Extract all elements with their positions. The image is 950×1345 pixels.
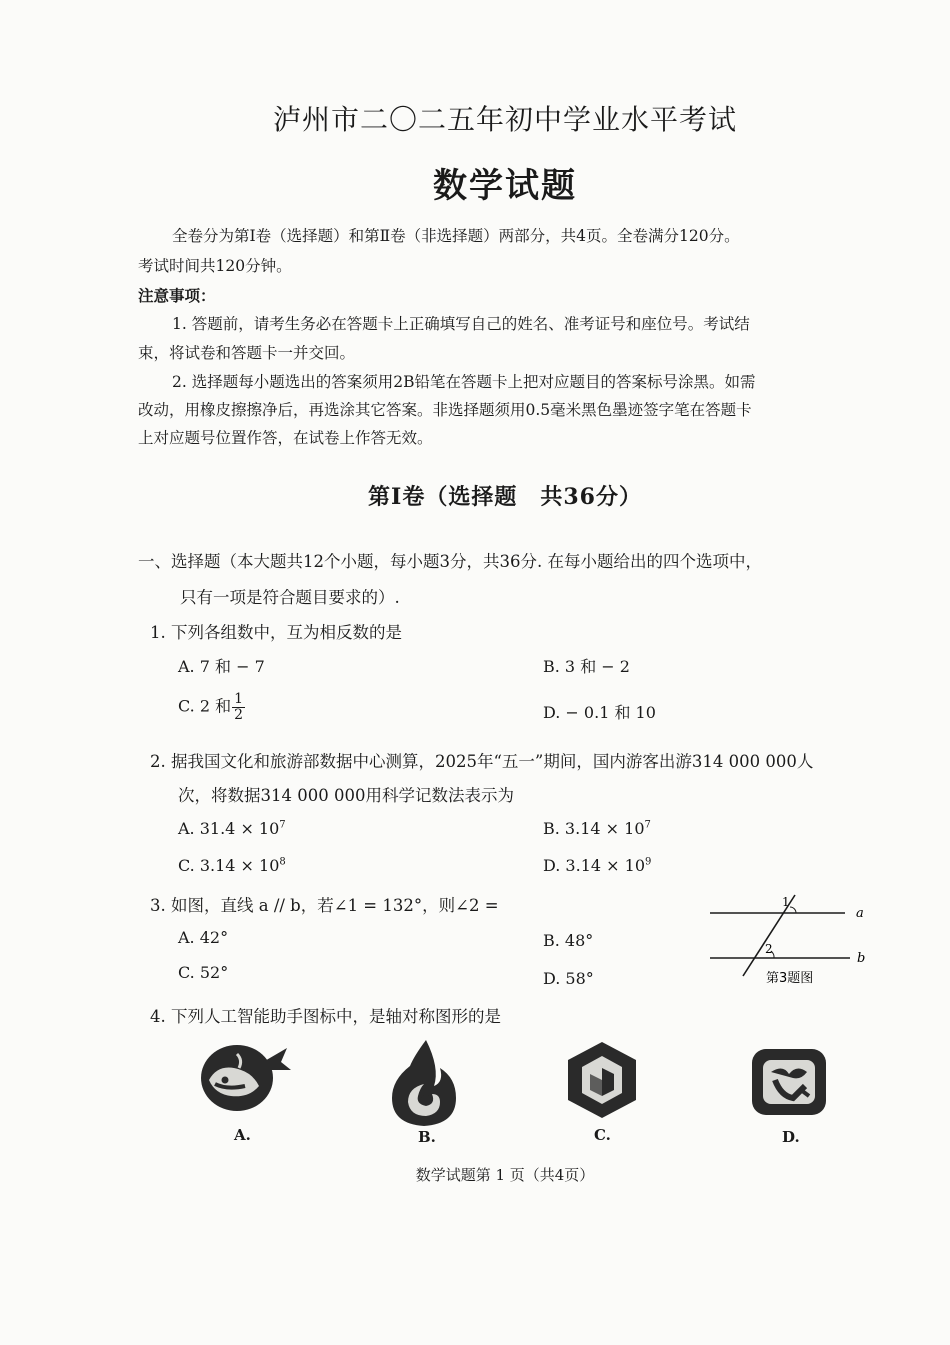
rounded-square-logo-icon bbox=[749, 1046, 829, 1118]
page-footer: 数学试题第 1 页（共4页） bbox=[415, 1166, 595, 1184]
q1-option-c bbox=[178, 692, 245, 722]
q1-stem: 1. 下列各组数中，互为相反数的是 bbox=[150, 623, 402, 642]
note-2-line-1: 2. 选择题每小题选出的答案须用2B铅笔在答题卡上把对应题目的答案标号涂黑。如需 bbox=[172, 373, 756, 391]
q3-parallel-lines-figure bbox=[700, 890, 880, 990]
figure-caption: 第3题图 bbox=[766, 971, 814, 986]
hexagon-cube-logo-icon bbox=[562, 1040, 642, 1120]
subject-title: 数学试题 bbox=[433, 166, 577, 206]
q2-option-d-exponent: 9 bbox=[645, 856, 652, 868]
q4-stem: 4. 下列人工智能助手图标中，是轴对称图形的是 bbox=[150, 1007, 501, 1026]
q1-option-c-fraction bbox=[232, 692, 245, 722]
exam-title: 泸州市二〇二五年初中学业水平考试 bbox=[272, 103, 737, 136]
q2-option-d-base: D. 3.14 × 10 bbox=[543, 856, 645, 875]
line-b-label: b bbox=[857, 951, 866, 966]
note-1-line-1: 1. 答题前，请考生务必在答题卡上正确填写自己的姓名、准考证号和座位号。考试结 bbox=[172, 315, 750, 333]
q1-option-c-prefix: C. 2 和 bbox=[178, 696, 232, 716]
q1-option-b: B. 3 和 − 2 bbox=[543, 657, 630, 676]
note-2-line-2: 改动，用橡皮擦擦净后，再选涂其它答案。非选择题须用0.5毫米黑色墨迹签字笔在答题卡 bbox=[138, 401, 752, 419]
part-instruction-line-2: 只有一项是符合题目要求的）. bbox=[180, 588, 400, 607]
note-1-line-2: 束，将试卷和答题卡一并交回。 bbox=[138, 344, 356, 362]
q2-option-d bbox=[543, 856, 651, 875]
q3-option-c: C. 52° bbox=[178, 963, 229, 982]
q1-option-a: A. 7 和 − 7 bbox=[178, 657, 265, 676]
q3-option-b: B. 48° bbox=[543, 931, 594, 950]
flame-logo-icon bbox=[384, 1038, 464, 1128]
q3-option-d: D. 58° bbox=[543, 969, 594, 988]
q2-option-c bbox=[178, 856, 286, 875]
whale-logo-icon bbox=[197, 1040, 293, 1116]
note-2-line-3: 上对应题号位置作答，在试卷上作答无效。 bbox=[138, 429, 433, 447]
q2-option-c-exponent: 8 bbox=[279, 856, 286, 868]
line-a-label: a bbox=[856, 906, 864, 921]
intro-line-1: 全卷分为第Ⅰ卷（选择题）和第Ⅱ卷（非选择题）两部分，共4页。全卷满分120分。 bbox=[172, 227, 740, 245]
q4-option-c-label: C. bbox=[594, 1126, 611, 1144]
angle-1-arc bbox=[790, 907, 796, 913]
q4-option-b-label: B. bbox=[418, 1128, 436, 1146]
q2-option-a bbox=[178, 819, 286, 838]
q2-stem-line-2: 次，将数据314 000 000用科学记数法表示为 bbox=[178, 786, 514, 805]
q2-option-c-base: C. 3.14 × 10 bbox=[178, 856, 280, 875]
q2-stem-line-1: 2. 据我国文化和旅游部数据中心测算，2025年“五一”期间，国内游客出游314 000 000人 bbox=[150, 752, 814, 771]
q2-option-a-exponent: 7 bbox=[279, 819, 286, 831]
q2-option-b bbox=[543, 819, 651, 838]
part-instruction-line-1: 一、选择题（本大题共12个小题，每小题3分，共36分. 在每小题给出的四个选项中， bbox=[138, 552, 762, 571]
fraction-denominator: 2 bbox=[234, 706, 244, 723]
q1-option-d: D. − 0.1 和 10 bbox=[543, 703, 656, 722]
angle-2-label: 2 bbox=[765, 942, 773, 956]
intro-line-2: 考试时间共120分钟。 bbox=[138, 257, 292, 275]
section-title: 第Ⅰ卷（选择题 共36分） bbox=[368, 484, 642, 510]
notes-heading: 注意事项： bbox=[138, 286, 216, 305]
q3-stem: 3. 如图，直线 a // b，若∠1 = 132°，则∠2 = bbox=[150, 896, 499, 915]
fraction-numerator: 1 bbox=[234, 691, 244, 707]
angle-1-label: 1 bbox=[782, 895, 790, 909]
q2-option-b-exponent: 7 bbox=[644, 819, 651, 831]
q4-option-a-label: A. bbox=[234, 1126, 251, 1144]
q2-option-a-base: A. 31.4 × 10 bbox=[178, 819, 280, 838]
q4-option-d-label: D. bbox=[782, 1128, 800, 1146]
q2-option-b-base: B. 3.14 × 10 bbox=[543, 819, 645, 838]
q3-option-a: A. 42° bbox=[178, 928, 229, 947]
